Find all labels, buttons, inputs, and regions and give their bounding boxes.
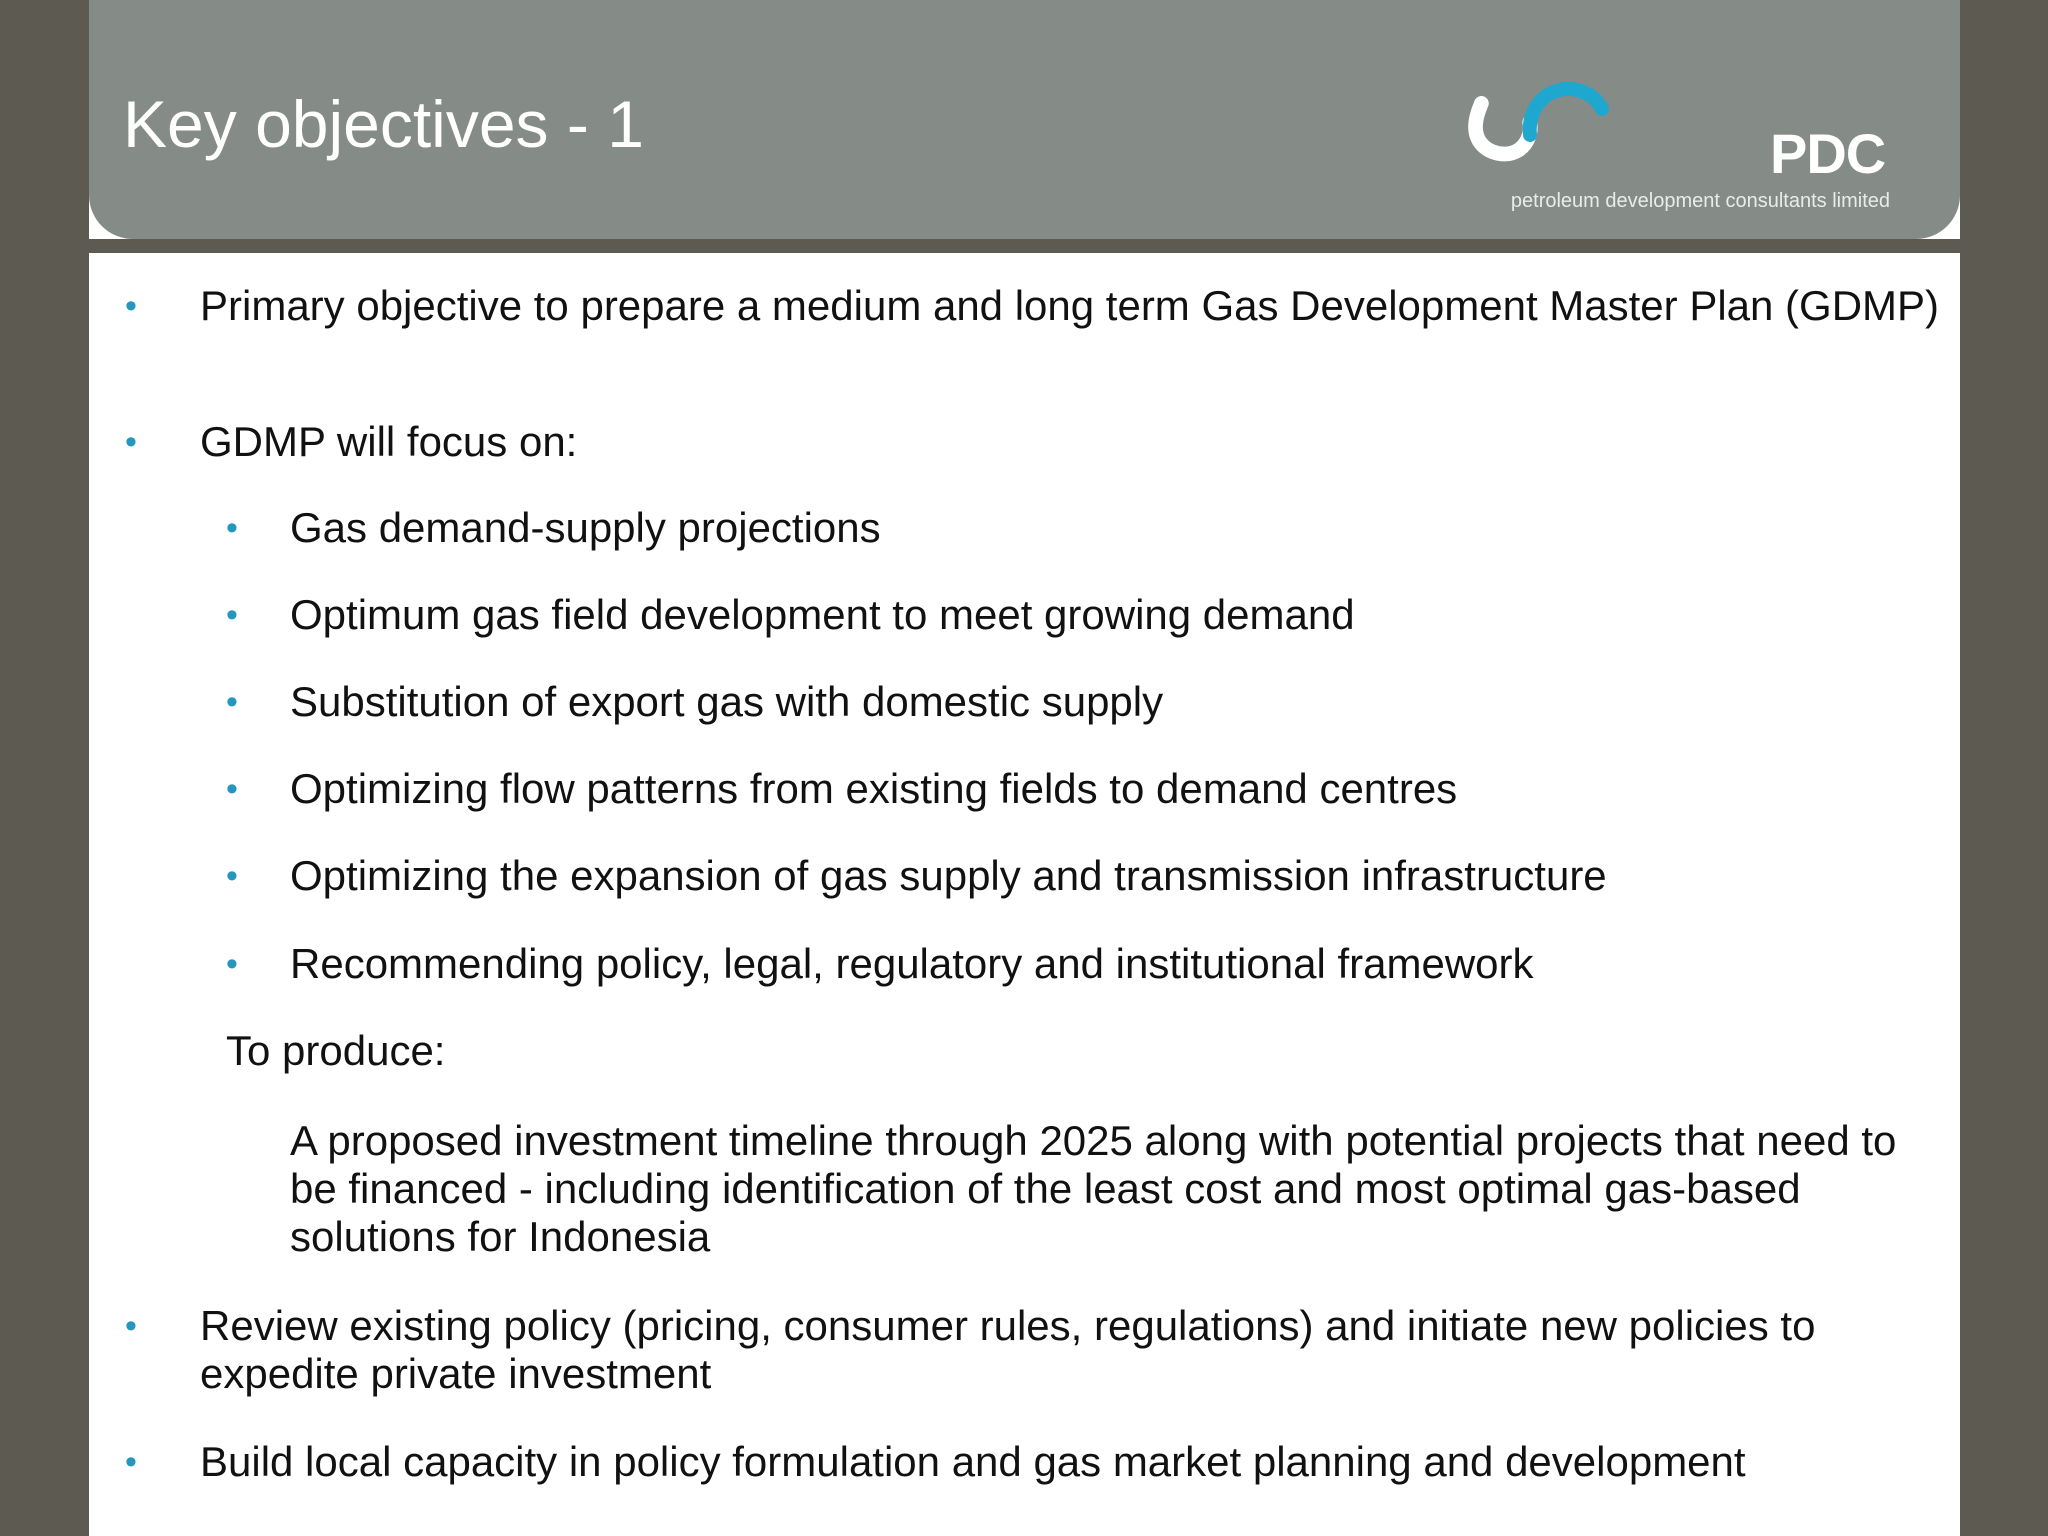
bullet-marker: • xyxy=(125,423,137,461)
list-item-text: A proposed investment timeline through 2025 along with potential projects that need to be financed - including identification of the least cost and most optimal gas-based solutions for Indonesia xyxy=(290,1117,1897,1260)
list-item xyxy=(125,1302,1920,1398)
bullet-marker: • xyxy=(226,509,238,547)
bullet-marker: • xyxy=(226,945,238,983)
list-item xyxy=(226,591,1930,639)
list-item-text: Optimizing flow patterns from existing fields to demand centres xyxy=(290,765,1458,812)
logo-subtitle: petroleum development consultants limited xyxy=(1510,190,1890,212)
bullet-marker: • xyxy=(125,1443,137,1481)
list-item xyxy=(226,852,1930,900)
list-item-text: Review existing policy (pricing, consumer rules, regulations) and initiate new policies to expedite private investment xyxy=(200,1302,1816,1397)
list-item-text: Recommending policy, legal, regulatory and institutional framework xyxy=(290,940,1534,987)
list-item xyxy=(226,1027,1926,1075)
list-item-text: Primary objective to prepare a medium and long term Gas Development Master Plan (GDMP) xyxy=(200,282,1940,329)
list-item-text: Substitution of export gas with domestic supply xyxy=(290,678,1164,725)
bullet-marker: • xyxy=(226,857,238,895)
bullet-marker: • xyxy=(125,1307,137,1345)
bullet-marker: • xyxy=(226,683,238,721)
list-item xyxy=(226,765,1930,813)
bullet-marker: • xyxy=(226,770,238,808)
list-item-text: Optimizing the expansion of gas supply and transmission infrastructure xyxy=(290,852,1607,899)
bullet-marker: • xyxy=(226,596,238,634)
list-item-text: Build local capacity in policy formulation and gas market planning and development xyxy=(200,1438,1746,1485)
list-item-text: GDMP will focus on: xyxy=(200,418,578,465)
list-item xyxy=(125,1438,1940,1486)
list-item xyxy=(226,940,1930,988)
list-item xyxy=(125,282,1940,330)
list-item xyxy=(125,418,1940,466)
bullet-marker: • xyxy=(125,287,137,325)
list-item-text: Optimum gas field development to meet growing demand xyxy=(290,591,1355,638)
list-item xyxy=(226,678,1930,726)
list-item xyxy=(226,504,1930,552)
logo-name: PDC xyxy=(1770,122,1886,185)
list-item-text: To produce: xyxy=(226,1027,446,1074)
slide-title: Key objectives - 1 xyxy=(123,87,644,161)
list-item-text: Gas demand-supply projections xyxy=(290,504,881,551)
list-item xyxy=(290,1117,1910,1261)
